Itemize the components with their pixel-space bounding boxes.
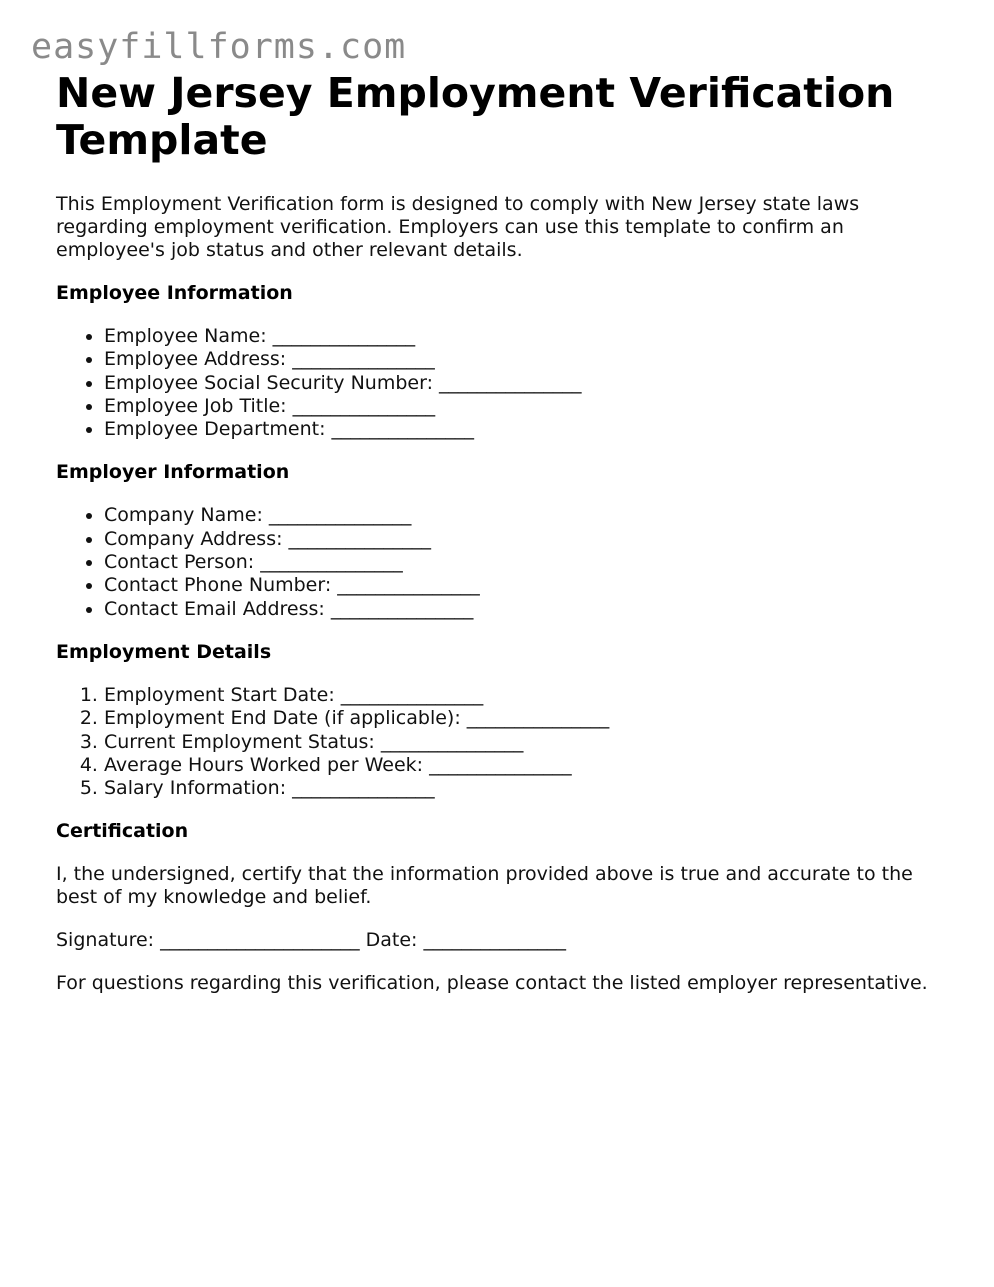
watermark: easyfillforms.com bbox=[31, 27, 407, 67]
list-item: • Contact Person: _______________ bbox=[104, 551, 946, 574]
employee-information-heading: Employee Information bbox=[56, 282, 293, 304]
certification-text: I, the undersigned, certify that the information provided above is true and accurate to the best of my knowledge and belief. bbox=[56, 863, 913, 909]
list-item: 3. Current Employment Status: _______________ bbox=[104, 731, 946, 754]
employment-details-heading: Employment Details bbox=[56, 640, 272, 663]
list-item: • Employee Social Security Number: _______________ bbox=[104, 372, 946, 395]
employer-information-list bbox=[56, 504, 946, 620]
list-item: • Employee Department: _______________ bbox=[104, 418, 946, 441]
list-item: • Employee Job Title: _______________ bbox=[104, 395, 946, 418]
list-item: • Employee Name: _______________ bbox=[104, 325, 946, 348]
intro-paragraph: This Employment Verification form is designed to comply with New Jersey state laws regarding employment verification. Employers can use this template to confirm an employee's job status and other relevant details. bbox=[56, 193, 860, 261]
list-item: • Contact Phone Number: _______________ bbox=[104, 574, 946, 597]
closing-note: For questions regarding this verification, please contact the listed employer representative. bbox=[56, 972, 928, 995]
list-item: • Contact Email Address: _______________ bbox=[104, 598, 946, 621]
list-item: 2. Employment End Date (if applicable): _______________ bbox=[104, 707, 946, 730]
employee-information-list bbox=[56, 325, 946, 441]
employer-information-heading: Employer Information bbox=[56, 461, 290, 484]
certification-heading: Certification bbox=[56, 820, 189, 843]
employment-details-list bbox=[56, 684, 946, 800]
list-item: • Company Name: _______________ bbox=[104, 504, 946, 527]
list-item: • Company Address: _______________ bbox=[104, 528, 946, 551]
signature-date-line: Signature: _____________________ Date: _______________ bbox=[56, 929, 566, 952]
list-item: 1. Employment Start Date: _______________ bbox=[104, 684, 946, 707]
page-title: New Jersey Employment Verification Template bbox=[56, 69, 895, 164]
document-page bbox=[56, 70, 946, 995]
list-item: 5. Salary Information: _______________ bbox=[104, 777, 946, 800]
list-item: 4. Average Hours Worked per Week: _______________ bbox=[104, 754, 946, 777]
list-item: • Employee Address: _______________ bbox=[104, 348, 946, 371]
